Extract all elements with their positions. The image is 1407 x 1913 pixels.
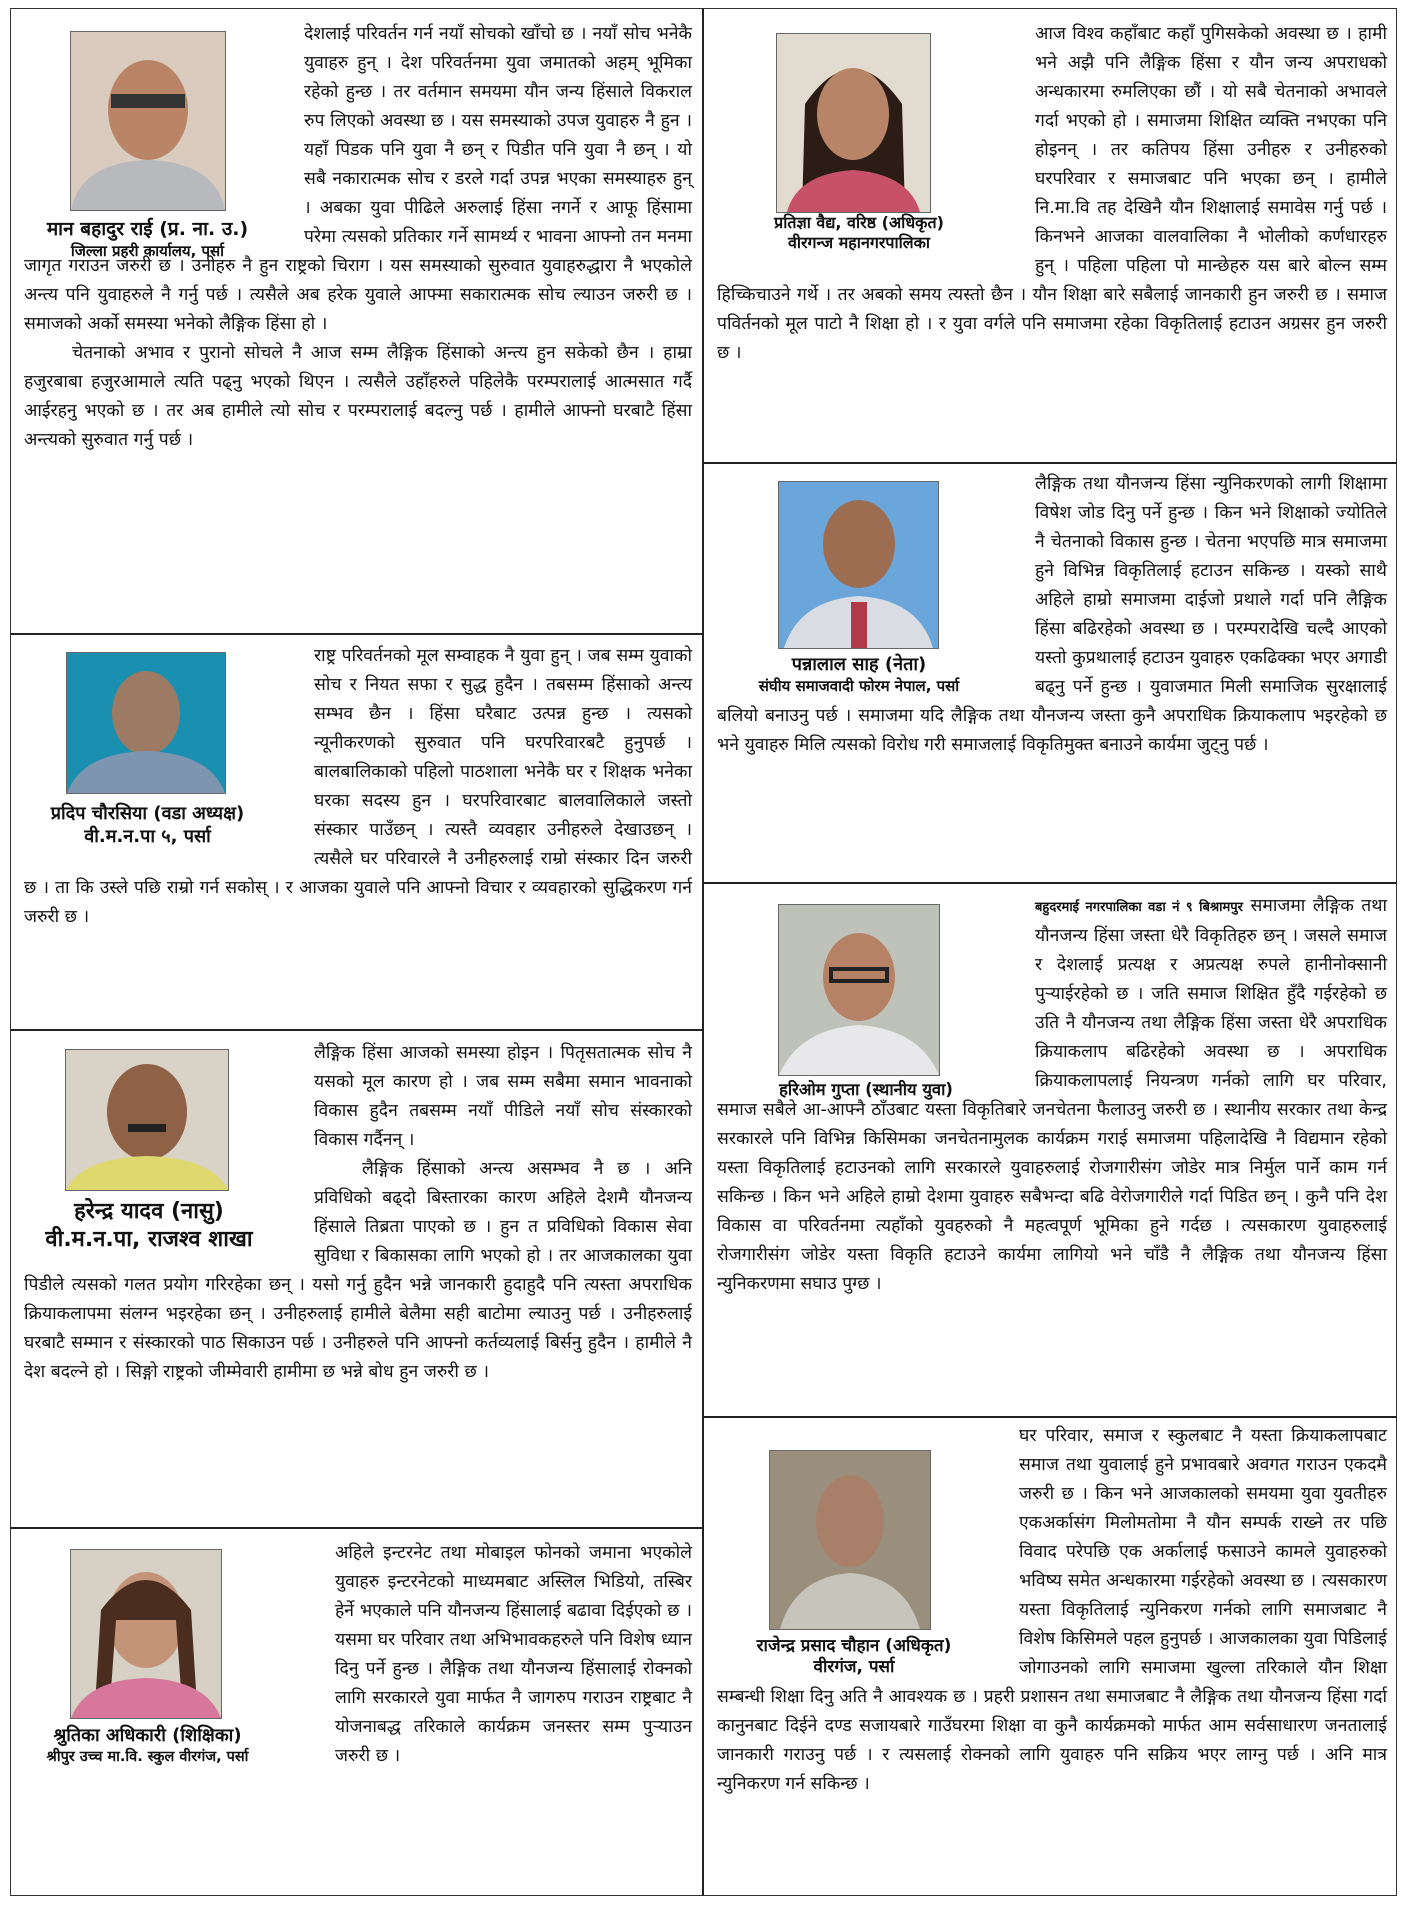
person-name: प्रतिज्ञा वैद्य, वरिष्ठ (अधिकृत) xyxy=(774,213,944,232)
person-designation: बहुदरमाई नगरपालिका वडा नं ९ बिश्रामपुर xyxy=(1035,900,1243,915)
article-text xyxy=(335,1539,692,1771)
article-hariom-gupta xyxy=(704,884,1397,1416)
person-name: श्रुतिका अधिकारी (शिक्षिका) xyxy=(53,1725,242,1746)
article-man-bahadur-rai xyxy=(10,8,702,633)
paragraph: देशलाई परिवर्तन गर्न नयाँ सोचको खाँचो छ । नयाँ सोच भनेकै युवाहरु हुन् । देश परिवर्तनमा युवा जमातको अहम् भूमिका रहेको हुन्छ । तर वर्तमान समयमा यौन जन्य हिंसाले विकराल रुप लिएको अवस्था छ । यस समस्याको उपज युवाहरु नै हुन । यहाँ पिडक पनि युवा नै छन् र पिडीत पनि युवा नै छन् । यो सबै नकारात्मक सोच र डरले गर्दा उपन्न भएका समस्याहरु हुन् । अबका युवा पीढिले अरुलाई हिंसा नगर्ने र आफू हिंसामा परेमा त्यसको प्रतिकार गर्ने सामर्थ्य र भावना आफ्नो तन मनमा जागृत गराउन जरुरी छ । उनीहरु नै हुन राष्ट्रको चिराग । यस समस्याको सुरुवात युवाहरुद्धारा नै भएकोले अन्त्य पनि युवाहरुले नै गर्नु पर्छ । त्यसैले अब हरेक युवाले आफ्मा सकारात्मक सोच ल्याउन जरुरी छ । समाजको अर्को समस्या भनेको लैङ्गिक हिंसा हो । xyxy=(24,24,692,334)
paragraph: लैङ्गिक हिंसा आजको समस्या होइन । पितृसतात्मक सोच नै यसको मूल कारण हो । जब सम्म सबैमा समान भावनाको विकास हुदैन तबसम्म नयाँ पीडिले नयाँ सोच संस्कारको विकास गर्दैनन् । xyxy=(314,1043,692,1150)
article-text xyxy=(717,20,1387,368)
paragraph: लैङ्गिक तथा यौनजन्य हिंसा न्युनिकरणको लागी शिक्षामा विषेश जोड दिनु पर्ने हुन्छ । किन भने शिक्षाको ज्योतिले नै चेतनाको विकास हुन्छ । चेतना भएपछि मात्र समाजमा हुने विभिन्न विकृतिलाई हटाउन सकिन्छ । यस्को साथै अहिले हाम्रो समाजमा दाईजो प्रथाले गर्दा पनि लैङ्गिक हिंसा बढिरहेको अवस्था छ । परम्परादेखि चल्दै आएको यस्तो कुप्रथालाई हटाउन युवाहरु एकढिक्का भएर अगाडी बढ्नु पर्ने हुन्छ । युवाजमात मिली समाजिक सुरक्षालाई बलियो बनाउनु पर्छ । समाजमा यदि लैङ्गिक तथा यौनजन्य जस्ता कुनै अपराधिक क्रियाकलाप भइरहेको छ भने युवाहरु मिलि त्यसको विरोध गरी समाजलाई विकृतिमुक्त बनाउने कार्यमा जुट्नु पर्छ । xyxy=(717,474,1387,755)
person-name: पन्नालाल साह (नेता) xyxy=(791,654,927,675)
paragraph: चेतनाको अभाव र पुरानो सोचले नै आज सम्म लैङ्गिक हिंसाको अन्त्य हुन सकेको छैन । हाम्रा हजुरबाबा हजुरआमाले त्यति पढ्नु भएको थिएन । त्यसैले उहाँहरुले पहिलेकै परम्परालाई आत्मसात गर्दै आईरहनु भएको छ । तर अब हामीले त्यो सोच र परम्परालाई बदल्नु पर्छ । हामीले आफ्नो घरबाटै हिंसा अन्त्यको सुरुवात गर्नु पर्छ । xyxy=(24,343,692,450)
article-shrutika-adhikari xyxy=(10,1529,702,1896)
article-pradip-chaurasiya xyxy=(10,635,702,1029)
person-name: राजेन्द्र प्रसाद चौहान (अधिकृत) xyxy=(756,1636,952,1656)
person-designation: संघीय समाजवादी फोरम नेपाल, पर्सा xyxy=(758,676,960,695)
article-pratigya-vaidya xyxy=(704,8,1397,462)
paragraph: आज विश्व कहाँबाट कहाँ पुगिसकेको अवस्था छ । हामी भने अझै पनि लैङ्गिक हिंसा र यौन जन्य अपराधको अन्धकारमा रुमलिएका छौं । यो सबै चेतनाको अभावले गर्दा भएको हो । समाजमा शिक्षित व्यक्ति नभएका पनि होइनन् । तर कतिपय हिंसा उनीहरु र उनीहरुको घरपरिवार र समाजबाट पनि भएका छन् । हामीले नि.मा.वि तह देखिनै यौन शिक्षालाई समावेस गर्नु पर्छ । किनभने आजका वालवालिका नै भोलीको कर्णधारहरु हुन् । पहिला पहिला पो मान्छेहरु यस बारे बोल्न सम्म हिच्किचाउने गर्थे । तर अबको समय त्यस्तो छैन । यौन शिक्षा बारे सबैलाई जानकारी हुन जरुरी छ । समाज पविर्तनको मूल पाटो नै शिक्षा हो । र युवा वर्गले पनि समाजमा रहेका विकृतिलाई हटाउन अग्रसर हुन जरुरी छ । xyxy=(717,24,1387,363)
article-text xyxy=(24,1039,692,1387)
person-designation: वीरगन्ज महानगरपालिका xyxy=(787,233,931,252)
person-designation: श्रीपुर उच्च मा.वि. स्कुल वीरगंज, पर्सा xyxy=(46,1748,249,1765)
article-harendra-yadav xyxy=(10,1031,702,1527)
person-designation: वी.म.न.पा ५, पर्सा xyxy=(84,825,211,847)
person-designation: जिल्ला प्रहरी कार्यालय, पर्सा xyxy=(70,241,225,260)
article-rajendra-chauhan xyxy=(704,1418,1397,1896)
paragraph-text: समाजमा लैङ्गिक तथा यौनजन्य हिंसा जस्ता धेरै विकृतिहरु छन् । जसले समाज र देशलाई प्रत्यक्ष र अप्रत्यक्ष रुपले हानीनोक्सानी पुऱ्याईरहेको छ । जति समाज शिक्षित हुँदै गईरहेको छ उति नै यौनजन्य तथा लैङ्गिक हिंसा जस्ता धेरै अपराधिक क्रियाकलाप बढिरहेको अवस्था छ । अपराधिक क्रियाकलापलाई नियन्त्रण गर्नको लागि घर परिवार, समाज सबैले आ-आफ्नै ठाँउबाट यस्ता विकृतिबारे जनचेतना फैलाउनु जरुरी छ । स्थानीय सरकार तथा केन्द्र सरकारले पनि विभिन्न किसिमका जनचेतनामुलक कार्यक्रम गराई समाजमा पहिलादेखि नै विद्यमान रहेको यस्ता विकृतिलाई हटाउनको लागि सरकारले युवाहरुलाई रोजगारीसंग जोडेर मात्र निर्मुल पार्ने काम गर्न सकिन्छ । किन भने अहिले हाम्रो देशमा युवाहरु सबैभन्दा बढि वेरोजगारीले गर्दा पिडित छन् । कुनै पनि देश विकास वा परिवर्तनमा त्यहाँको युवहरुको नै महत्वपूर्ण भूमिका हुने गर्दछ । त्यसकारण युवाहरुलाई रोजगारीसंग जोडेर यस्ता विकृति हटाउने कार्यमा लागियो भने चाँडै नै लैङ्गिक तथा यौनजन्य हिंसा न्युनिकरणमा सघाउ पुग्छ । xyxy=(717,896,1387,1294)
paragraph: लैङ्गिक हिंसाको अन्त्य असम्भव नै छ । अनि प्रविधिको बढ्दो बिस्तारका कारण अहिले देशमै यौनजन्य हिंसाले तिब्रता पाएको छ । हुन त प्रविधिको विकास सेवा सुविधा र बिकासका लागि भएको हो । तर आजकालका युवा पिडीले त्यसको गलत प्रयोग गरिरहेका छन् । यसो गर्नु हुदैन भन्ने जानकारी हुदाहुदै पनि त्यस्ता अपराधिक क्रियाकलापमा संलग्न भइरहेका छन् । उनीहरुलाई हामीले बेलैमा सही बाटोमा ल्याउनु पर्छ । उनीहरुलाई घरबाटै सम्मान र संस्कारको पाठ सिकाउन पर्छ । उनीहरुले पनि आफ्नो कर्तव्यलाई बिर्सनु हुदैन । हामीले नै देश बदल्ने हो । सिङ्गो राष्ट्रको जीम्मेवारी हामीमा छ भन्ने बोध हुन जरुरी छ । xyxy=(24,1159,692,1382)
article-text xyxy=(717,1422,1387,1799)
paragraph: घर परिवार, समाज र स्कुलबाट नै यस्ता क्रियाकलापबाट समाज तथा युवालाई हुने प्रभावबारे अवगत गराउन एकदमै जरुरी छ । किन भने आजकालको समयमा युवा युवतीहरु एकअर्कासंग मिलोमतोमा नै यौन सम्पर्क राख्ने तर पछि विवाद परेपछि एक अर्कालाई फसाउने कामले युवाहरुको भविष्य समेत अन्धकारमा गईरहेको अवस्था छ । त्यसकारण यस्ता विकृतिलाई न्युनिकरण गर्नको लागि समाजबाट नै विशेष किसिमले पहल हुनुपर्छ । आजकालका युवा पिडिलाई जोगाउनको लागि समाजमा खुल्ला तरिकाले यौन शिक्षा सम्बन्धी शिक्षा दिनु अति नै आवश्यक छ । प्रहरी प्रशासन तथा समाजबाट नै लैङ्गिक तथा यौनजन्य हिंसा गर्दा कानुनबाट दिईने दण्ड सजायबारे गाउँघरमा शिक्षा वा कुनै कार्यक्रमको मार्फत आम सर्वसाधारण जनतालाई जानकारी गराउनु पर्छ । र त्यसलाई रोक्नको लागि युवाहरु पनि सक्रिय भएर लाग्नु पर्छ । अनि मात्र न्युनिकरण गर्न सकिन्छ । xyxy=(717,1426,1387,1794)
person-name: मान बहादुर राई (प्र. ना. उ.) xyxy=(46,218,249,240)
person-name: हरिओम गुप्ता (स्थानीय युवा) xyxy=(779,1080,953,1099)
portrait-photo xyxy=(70,1549,222,1719)
person-caption xyxy=(10,1725,285,1766)
article-text xyxy=(717,892,1387,1299)
person-name: हरेन्द्र यादव (नासु) xyxy=(74,1199,224,1224)
person-designation: वीरगंज, पर्सा xyxy=(813,1657,895,1678)
article-text xyxy=(24,20,692,455)
paragraph: राष्ट्र परिवर्तनको मूल सम्वाहक नै युवा हुन् । जब सम्म युवाको सोच र नियत सफा र सुद्ध हुदैन । तबसम्म हिंसाको अन्त्य सम्भव छैन । हिंसा घरैबाट उत्पन्न हुन्छ । त्यसको न्यूनीकरणको सुरुवात पनि घरपरिवारबटै हुनुपर्छ । बालबालिकाको पहिलो पाठशाला भनेकै घर र शिक्षक भनेका घरका सदस्य हुन । घरपरिवारबाट बालवालिकाले जस्तो संस्कार पाउँछन् । त्यस्तै व्यवहार उनीहरुले देखाउछन् । त्यसैले घर परिवारले नै उनीहरुलाई राम्रो संस्कार दिन जरुरी छ । ता कि उस्ले पछि राम्रो गर्न सकोस् । र आजका युवाले पनि आफ्नो विचार र व्यवहारको सुद्धिकरण गर्न जरुरी छ । xyxy=(24,646,692,927)
article-text xyxy=(24,642,692,932)
page-bottom-margin xyxy=(0,1898,1407,1913)
person-designation: वी.म.न.पा, राजश्व शाखा xyxy=(45,1226,253,1252)
article-pannalal-sah xyxy=(704,464,1397,882)
paragraph: अहिले इन्टरनेट तथा मोबाइल फोनको जमाना भएकोले युवाहरु इन्टरनेटको माध्यमबाट अस्लिल भिडियो, तस्बिर हेर्ने भएकाले पनि यौनजन्य हिंसालाई बढावा दिईएको छ । यसमा घर परिवार तथा अभिभावकहरुले पनि विशेष ध्यान दिनु पर्ने हुन्छ । लैङ्गिक तथा यौनजन्य हिंसालाई रोक्नको लागि सरकारले युवा मार्फत नै जागरुप गराउन राष्ट्रबाट नै योजनाबद्ध तरिकाले कार्यक्रम जनस्तर सम्म पुऱ्याउन जरुरी छ । xyxy=(335,1543,692,1766)
article-text xyxy=(717,470,1387,760)
person-name: प्रदिप चौरसिया (वडा अध्यक्ष) xyxy=(50,803,245,824)
